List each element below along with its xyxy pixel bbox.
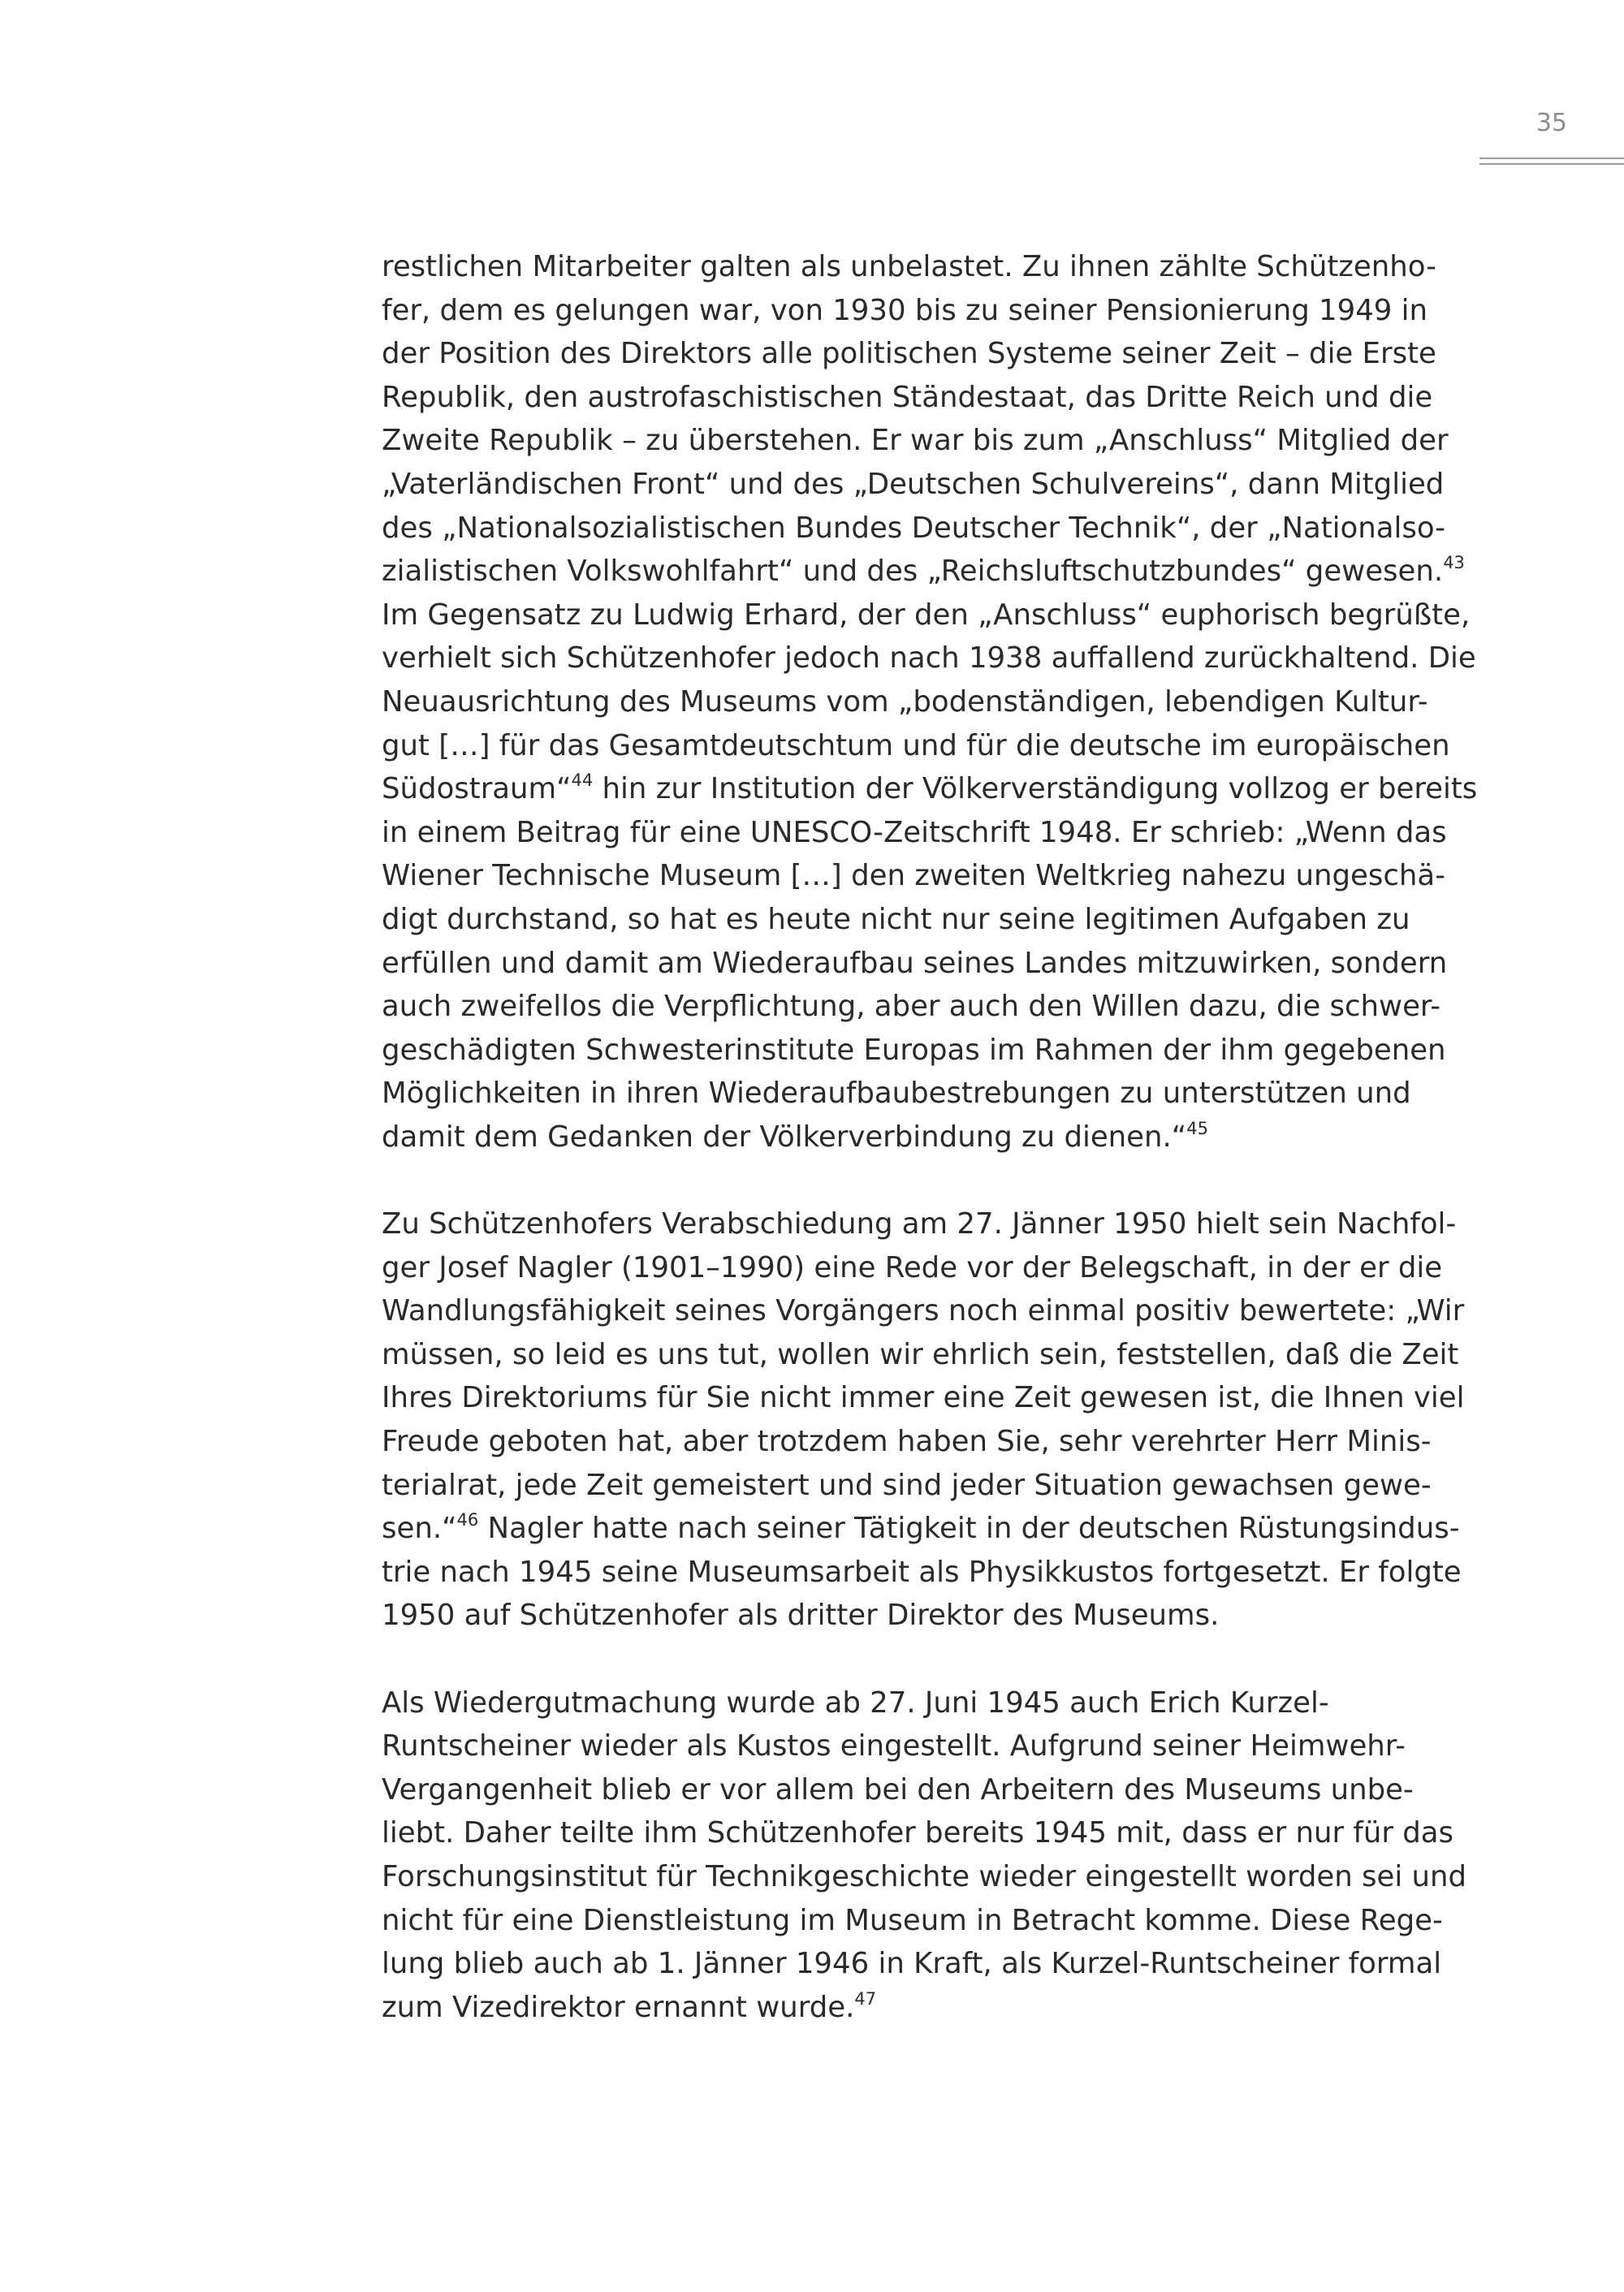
line-text: gut […] für das Gesamtdeutschtum und für die deutsche im europäischen (382, 728, 1450, 762)
line-text: lung blieb auch ab 1. Jänner 1946 in Kraft, als Kurzel-Runtscheiner formal (382, 1947, 1442, 1981)
text-line (382, 898, 1470, 942)
text-line (382, 245, 1470, 289)
line-text: Wiener Technische Museum […] den zweiten Weltkrieg nahezu ungeschä- (382, 859, 1445, 893)
line-text: auch zweifellos die Verpflichtung, aber auch den Willen dazu, die schwer- (382, 990, 1441, 1024)
paragraph (382, 245, 1478, 1159)
text-line (382, 1768, 1470, 1812)
line-text: Neuausrichtung des Museums vom „bodenständigen, lebendigen Kultur- (382, 684, 1428, 719)
line-text: Als Wiedergutmachung wurde ab 27. Juni 1945 auch Erich Kurzel- (382, 1686, 1329, 1720)
text-line (382, 594, 1470, 637)
line-text: „Vaterländischen Front“ und des „Deutschen Schulvereins“, dann Mitglied (382, 467, 1445, 501)
text-line (382, 1116, 1470, 1159)
paragraph-gap (382, 1159, 1470, 1202)
text-line (382, 637, 1476, 680)
text-line (382, 854, 1470, 898)
line-text: erfüllen und damit am Wiederaufbau seines Landes mitzuwirken, sondern (382, 946, 1448, 980)
line-text: Möglichkeiten in ihren Wiederaufbaubestrebungen zu unterstützen und (382, 1077, 1411, 1111)
footnote-marker: 47 (854, 1988, 877, 2009)
line-text: Freude geboten hat, aber trotzdem haben Sie, sehr verehrter Herr Minis- (382, 1425, 1432, 1459)
line-text: des „Nationalsozialistischen Bundes Deutscher Technik“, der „Nationalso- (382, 511, 1446, 545)
line-text: 1950 auf Schützenhofer als dritter Direktor des Museums. (382, 1599, 1220, 1633)
line-text: Nagler hatte nach seiner Tätigkeit in der deutschen Rüstungsindus- (478, 1512, 1460, 1546)
text-line (382, 1420, 1470, 1464)
text-line (382, 811, 1470, 855)
text-line (382, 419, 1470, 463)
text-line (382, 1333, 1470, 1377)
text-line (382, 767, 1478, 811)
line-text: verhielt sich Schützenhofer jedoch nach 1938 auffallend zurückhaltend. Die (382, 641, 1476, 676)
text-line (382, 1551, 1470, 1595)
line-text: Zu Schützenhofers Verabschiedung am 27. Jänner 1950 hielt sein Nachfol- (382, 1207, 1457, 1241)
line-text: Runtscheiner wieder als Kustos eingestellt. Aufgrund seiner Heimwehr- (382, 1729, 1406, 1763)
text-line (382, 376, 1470, 420)
text-line (382, 724, 1470, 768)
text-line (382, 1289, 1470, 1333)
line-text: Vergangenheit blieb er vor allem bei den Arbeitern des Museums unbe- (382, 1772, 1414, 1806)
text-line (382, 680, 1470, 724)
text-line (382, 1464, 1470, 1508)
footnote-marker: 44 (571, 770, 594, 791)
text-line (382, 289, 1470, 333)
line-text: Wandlungsfähigkeit seines Vorgängers noch einmal positiv bewertete: „Wir (382, 1294, 1465, 1328)
line-text: trie nach 1945 seine Museumsarbeit als Physikkustos fortgesetzt. Er folgte (382, 1555, 1462, 1589)
footnote-marker: 45 (1186, 1118, 1208, 1138)
line-text: Zweite Republik – zu überstehen. Er war bis zum „Anschluss“ Mitglied der (382, 424, 1449, 458)
line-text: fer, dem es gelungen war, von 1930 bis zu seiner Pensionierung 1949 in (382, 293, 1428, 327)
line-text: geschädigten Schwesterinstitute Europas im Rahmen der ihm gegebenen (382, 1033, 1446, 1067)
text-line (382, 1942, 1470, 1986)
text-line (382, 332, 1470, 376)
line-text: Forschungsinstitut für Technikgeschichte wieder eingestellt worden sei und (382, 1859, 1467, 1893)
text-line (382, 507, 1470, 550)
body-text (382, 245, 1478, 2029)
line-text: nicht für eine Dienstleistung im Museum in Betracht komme. Diese Rege- (382, 1903, 1443, 1937)
text-line (382, 1246, 1470, 1290)
line-text: digt durchstand, so hat es heute nicht nur seine legitimen Aufgaben zu (382, 902, 1410, 936)
page-number: 35 (1535, 109, 1567, 137)
line-text: zum Vizedirektor ernannt wurde. (382, 1990, 855, 2024)
text-line (382, 1855, 1470, 1899)
text-line (382, 1202, 1470, 1246)
text-line (382, 1029, 1470, 1073)
line-text: Südostraum“ (382, 772, 572, 806)
line-text: liebt. Daher teilte ihm Schützenhofer bereits 1945 mit, dass er nur für das (382, 1816, 1454, 1850)
line-text: Ihres Direktoriums für Sie nicht immer eine Zeit gewesen ist, die Ihnen viel (382, 1381, 1465, 1415)
text-line (382, 550, 1470, 594)
text-line (382, 942, 1470, 986)
text-line (382, 985, 1470, 1029)
paragraph (382, 1202, 1470, 1638)
line-text: Im Gegensatz zu Ludwig Erhard, der den „Anschluss“ euphorisch begrüßte, (382, 598, 1471, 632)
line-text: zialistischen Volkswohlfahrt“ und des „Reichsluftschutzbundes“ gewesen. (382, 555, 1444, 589)
line-text: ger Josef Nagler (1901–1990) eine Rede vor der Belegschaft, in der er die (382, 1250, 1443, 1284)
text-line (382, 1072, 1470, 1116)
text-line (382, 1811, 1470, 1855)
line-text: hin zur Institution der Völkerverständigung vollzog er bereits (593, 772, 1478, 806)
footnote-marker: 43 (1443, 553, 1465, 573)
text-line (382, 1681, 1470, 1725)
line-text: Republik, den austrofaschistischen Ständestaat, das Dritte Reich und die (382, 380, 1433, 414)
line-text: damit dem Gedanken der Völkerverbindung zu dienen.“ (382, 1120, 1187, 1154)
footnote-marker: 46 (456, 1510, 479, 1530)
line-text: in einem Beitrag für eine UNESCO-Zeitschrift 1948. Er schrieb: „Wenn das (382, 815, 1447, 849)
text-line (382, 1507, 1470, 1551)
line-text: terialrat, jede Zeit gemeistert und sind jeder Situation gewachsen gewe- (382, 1468, 1432, 1502)
text-line (382, 1724, 1470, 1768)
text-line (382, 463, 1470, 507)
line-text: sen.“ (382, 1512, 457, 1546)
text-line (382, 1594, 1470, 1638)
paragraph-gap (382, 1638, 1470, 1681)
text-line (382, 1376, 1470, 1420)
line-text: müssen, so leid es uns tut, wollen wir ehrlich sein, feststellen, daß die Zeit (382, 1337, 1459, 1371)
header-rule-top (1479, 158, 1624, 159)
text-line (382, 1986, 1470, 2030)
paragraph (382, 1681, 1470, 2030)
line-text: restlichen Mitarbeiter galten als unbelastet. Zu ihnen zählte Schützenho- (382, 250, 1436, 283)
line-text: der Position des Direktors alle politischen Systeme seiner Zeit – die Erste (382, 337, 1436, 371)
text-line (382, 1899, 1470, 1943)
header-rule-bottom (1479, 163, 1624, 165)
